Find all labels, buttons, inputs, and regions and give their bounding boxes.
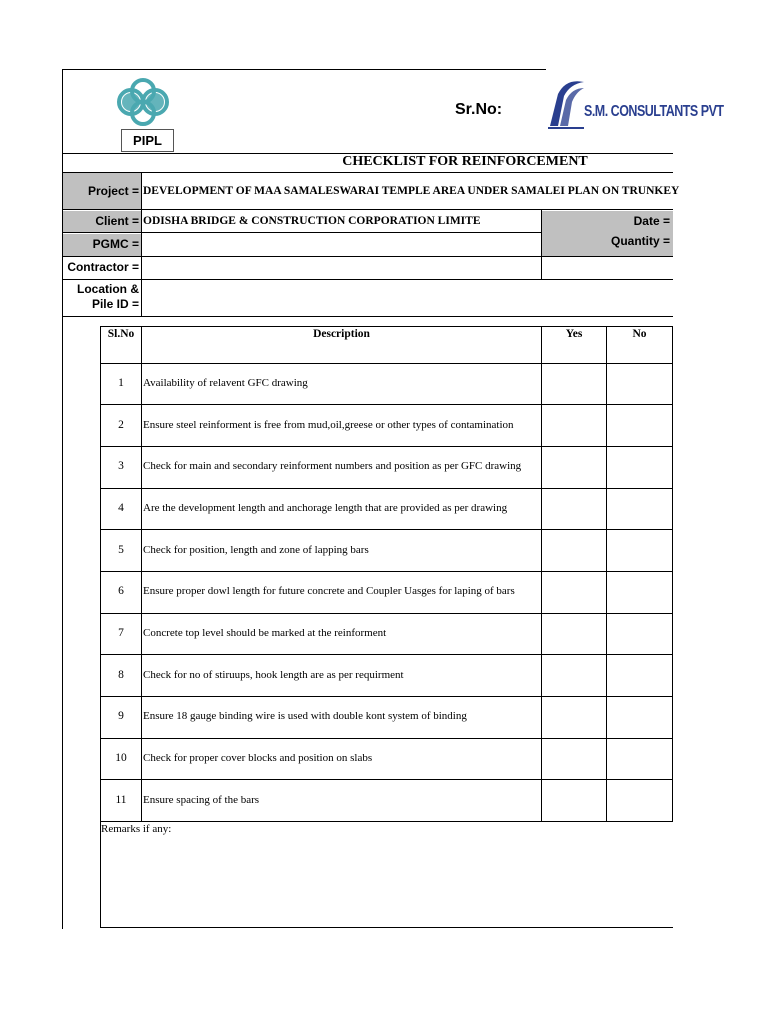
no-checkbox[interactable] [607,364,672,404]
project-value: DEVELOPMENT OF MAA SAMALESWARAI TEMPLE AREA UNDER SAMALEI PLAN ON TRUNKEY [143,185,680,197]
row-number: 10 [115,752,127,764]
sm-consultants-logo-text: S.M. CONSULTANTS PVT [584,102,724,120]
location-label-line2: Pile ID = [91,297,139,311]
row-number: 11 [115,794,127,806]
no-checkbox[interactable] [607,572,672,613]
row-number: 6 [118,585,124,597]
yes-checkbox[interactable] [542,530,606,571]
row-description: Concrete top level should be marked at the reinforment [143,627,387,639]
row-description: Are the development length and anchorage length that are provided as per drawing [143,502,508,514]
sr-no-label: Sr.No: [455,101,503,118]
remarks-field[interactable] [101,838,673,926]
client-value: ODISHA BRIDGE & CONSTRUCTION CORPORATION LIMITE [143,215,481,227]
project-label: Project = [87,184,139,198]
no-checkbox[interactable] [607,697,672,738]
row-description: Ensure 18 gauge binding wire is used with double kont system of binding [143,710,467,722]
location-label-line1: Location & [77,282,139,296]
row-description: Ensure proper dowl length for future concrete and Coupler Uasges for laping of bars [143,585,515,597]
date-label: Date = [633,214,670,228]
row-number: 3 [118,460,124,472]
quantity-label: Quantity = [610,234,670,248]
yes-checkbox[interactable] [542,447,606,488]
no-checkbox[interactable] [607,614,672,654]
row-description: Check for main and secondary reinforment numbers and position as per GFC drawing [143,460,522,472]
sm-consultants-logo [546,76,724,130]
header-no: No [632,328,647,340]
contractor-label: Contractor = [67,260,139,274]
pipl-logo [112,78,174,154]
row-number: 4 [118,502,124,514]
row-number: 7 [118,627,124,639]
pipl-logo-icon [112,78,174,126]
row-description: Availability of relavent GFC drawing [143,377,308,389]
row-number: 1 [118,377,124,389]
pgmc-label: PGMC = [92,237,139,251]
row-number: 5 [118,544,124,556]
row-description: Check for position, length and zone of lapping bars [143,544,369,556]
yes-checkbox[interactable] [542,780,606,821]
no-checkbox[interactable] [607,405,672,446]
no-checkbox[interactable] [607,489,672,529]
header-description: Description [313,328,370,340]
no-checkbox[interactable] [607,530,672,571]
yes-checkbox[interactable] [542,489,606,529]
no-checkbox[interactable] [607,780,672,821]
yes-checkbox[interactable] [542,655,606,696]
row-number: 2 [118,419,124,431]
row-description: Ensure spacing of the bars [143,794,260,806]
pipl-logo-label: PIPL [121,129,174,152]
no-checkbox[interactable] [607,447,672,488]
no-checkbox[interactable] [607,655,672,696]
sm-consultants-logo-icon [546,76,586,130]
remarks-label: Remarks if any: [101,823,172,835]
yes-checkbox[interactable] [542,614,606,654]
row-number: 9 [118,710,124,722]
page-title: CHECKLIST FOR REINFORCEMENT [342,154,588,169]
no-checkbox[interactable] [607,739,672,779]
yes-checkbox[interactable] [542,364,606,404]
header-sl-no: Sl.No [107,328,135,340]
yes-checkbox[interactable] [542,739,606,779]
row-description: Check for no of stiruups, hook length are as per requirment [143,669,404,681]
yes-checkbox[interactable] [542,572,606,613]
row-description: Ensure steel reinforment is free from mud,oil,greese or other types of contamination [143,419,514,431]
client-label: Client = [95,214,139,228]
row-description: Check for proper cover blocks and position on slabs [143,752,373,764]
yes-checkbox[interactable] [542,405,606,446]
row-number: 8 [118,669,124,681]
header-yes: Yes [565,328,583,340]
yes-checkbox[interactable] [542,697,606,738]
